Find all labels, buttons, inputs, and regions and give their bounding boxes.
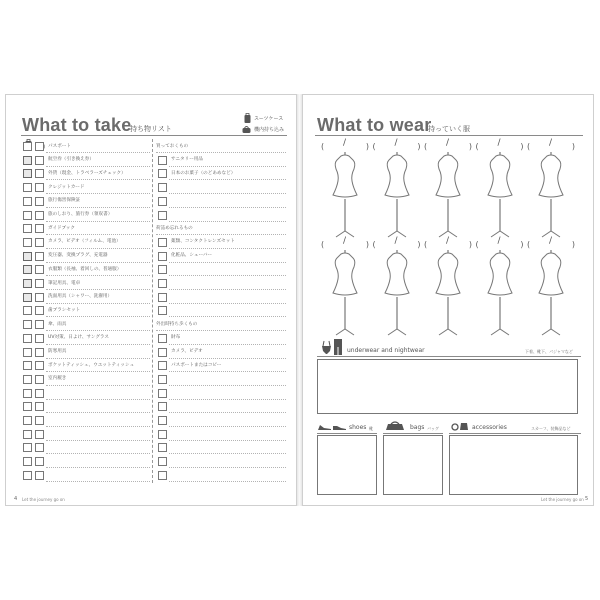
open-paren: (: [372, 142, 376, 151]
date-separator: /: [394, 138, 398, 148]
carry-on-checkbox[interactable]: [35, 389, 44, 398]
row-line: [46, 426, 150, 427]
outfit-slot[interactable]: [525, 236, 577, 340]
row-line: [169, 344, 286, 345]
row-line: [46, 262, 150, 263]
suitcase-checkbox[interactable]: [23, 169, 32, 178]
suitcase-checkbox[interactable]: [23, 402, 32, 411]
item-checkbox[interactable]: [158, 238, 167, 247]
close-paren: ): [520, 142, 524, 151]
date-separator: /: [549, 236, 553, 246]
item-checkbox[interactable]: [158, 457, 167, 466]
item-checkbox[interactable]: [158, 402, 167, 411]
accessories-icon: [451, 421, 469, 431]
row-line: [156, 234, 286, 235]
item-checkbox[interactable]: [158, 265, 167, 274]
row-line: [169, 371, 286, 372]
row-line: [169, 358, 286, 359]
date-separator: /: [446, 236, 450, 246]
row-line: [46, 481, 150, 482]
row-line: [46, 330, 150, 331]
item-checkbox[interactable]: [158, 430, 167, 439]
suitcase-checkbox[interactable]: [23, 156, 32, 165]
item-checkbox[interactable]: [158, 389, 167, 398]
item-checkbox[interactable]: [158, 375, 167, 384]
carry-on-checkbox[interactable]: [35, 265, 44, 274]
suitcase-checkbox[interactable]: [23, 293, 32, 302]
item-checkbox[interactable]: [158, 443, 167, 452]
row-line: [169, 193, 286, 194]
item-label: 防寒用具: [48, 349, 67, 354]
bag-icon: [385, 421, 405, 431]
row-line: [46, 248, 150, 249]
carry-on-checkbox[interactable]: [35, 306, 44, 315]
row-line: [169, 303, 286, 304]
outfit-slot[interactable]: [371, 138, 423, 242]
carry-on-checkbox[interactable]: [35, 238, 44, 247]
carry-on-checkbox[interactable]: [35, 156, 44, 165]
carry-on-checkbox[interactable]: [35, 169, 44, 178]
date-separator: /: [343, 236, 347, 246]
date-separator: /: [343, 138, 347, 148]
underwear-icon: [321, 338, 343, 355]
open-paren: (: [321, 142, 325, 151]
item-label: 旅行傷害保険証: [48, 198, 81, 204]
item-checkbox[interactable]: [158, 334, 167, 343]
item-checkbox[interactable]: [158, 361, 167, 370]
close-paren: ): [468, 240, 472, 249]
suitcase-checkbox[interactable]: [23, 457, 32, 466]
row-line: [46, 440, 150, 441]
item-label: 化粧品、シェーバー: [171, 253, 213, 259]
close-paren: ): [417, 142, 421, 151]
row-line: [46, 303, 150, 304]
outfit-slot[interactable]: [474, 138, 526, 242]
item-label: 薬類、コンタクトレンズセット: [171, 239, 235, 245]
footer-text: Let the journey go on: [541, 497, 584, 502]
page-title: What to wear: [317, 115, 432, 135]
open-paren: (: [475, 142, 479, 151]
carry-on-checkbox[interactable]: [35, 457, 44, 466]
page-subtitle: 持っていく服: [428, 125, 470, 133]
close-paren: ): [520, 240, 524, 249]
mannequin-icon: [433, 151, 463, 239]
legend-label: スーツケース: [254, 115, 284, 122]
suitcase-checkbox[interactable]: [23, 430, 32, 439]
row-line: [46, 399, 150, 400]
item-checkbox[interactable]: [158, 169, 167, 178]
carry-on-checkbox[interactable]: [35, 183, 44, 192]
page-number: 4: [14, 496, 18, 502]
carry-on-checkbox[interactable]: [35, 211, 44, 220]
carry-on-checkbox[interactable]: [35, 430, 44, 439]
row-line: [156, 330, 286, 331]
row-line: [46, 234, 150, 235]
legend-suitcase: [244, 113, 283, 123]
item-label: 洗面用具（シャワー、洗濯用）: [48, 294, 113, 300]
item-checkbox[interactable]: [158, 471, 167, 480]
outfit-slot[interactable]: [474, 236, 526, 340]
outfit-slot[interactable]: [371, 236, 423, 340]
carry-on-checkbox[interactable]: [35, 320, 44, 329]
carry-on-checkbox[interactable]: [35, 402, 44, 411]
open-paren: (: [372, 240, 376, 249]
mannequin-icon: [433, 249, 463, 337]
row-line: [46, 385, 150, 386]
carry-on-checkbox[interactable]: [35, 416, 44, 425]
row-line: [46, 166, 150, 167]
item-label: パスポート: [48, 143, 71, 149]
item-label: 筆記用具、電卓: [48, 280, 81, 286]
legend-carry-on: [242, 125, 284, 133]
date-separator: /: [394, 236, 398, 246]
row-line: [46, 316, 150, 317]
row-line: [46, 412, 150, 413]
accessories-title: accessories: [472, 424, 507, 431]
underwear-box[interactable]: [317, 359, 578, 414]
item-label: 傘、雨具: [48, 321, 67, 327]
carry-on-checkbox[interactable]: [35, 279, 44, 288]
row-line: [169, 316, 286, 317]
item-label: カメラ、ビデオ: [171, 349, 203, 354]
close-paren: ): [365, 142, 369, 151]
suitcase-checkbox[interactable]: [23, 238, 32, 247]
footer-text: Let the journey go on: [22, 497, 65, 502]
open-paren: (: [321, 240, 325, 249]
page-title: What to take: [22, 115, 132, 135]
row-line: [169, 481, 286, 482]
row-line: [169, 248, 286, 249]
bags-sub: バッグ: [427, 426, 439, 431]
close-paren: ): [417, 240, 421, 249]
row-line: [156, 152, 286, 153]
close-paren: ): [571, 240, 575, 249]
item-checkbox[interactable]: [158, 156, 167, 165]
date-separator: /: [497, 138, 501, 148]
section-heading: 外出時持ち歩くもの: [156, 321, 198, 327]
row-line: [169, 221, 286, 222]
row-line: [46, 193, 150, 194]
column-divider: [152, 139, 153, 483]
item-checkbox[interactable]: [158, 252, 167, 261]
suitcase-checkbox[interactable]: [23, 211, 32, 220]
row-line: [46, 371, 150, 372]
outfit-slot[interactable]: [422, 138, 474, 242]
item-label: 旅のしおり、旅行券（領収書）: [48, 212, 113, 217]
item-label: サニタリー用品: [171, 157, 203, 163]
mannequin-icon: [485, 151, 515, 239]
open-paren: (: [527, 240, 531, 249]
page-subtitle: 持ち物リスト: [130, 125, 172, 133]
item-label: 財布: [171, 335, 181, 341]
suitcase-checkbox[interactable]: [23, 443, 32, 452]
date-separator: /: [549, 138, 553, 148]
carry-on-checkbox[interactable]: [35, 361, 44, 370]
open-paren: (: [424, 240, 428, 249]
row-line: [46, 275, 150, 276]
shoes-sub: 靴: [369, 426, 373, 431]
suitcase-checkbox[interactable]: [23, 334, 32, 343]
close-paren: ): [365, 240, 369, 249]
legend-label: 機内持ち込み: [254, 126, 285, 133]
suitcase-checkbox[interactable]: [23, 224, 32, 233]
shoes-title: shoes: [349, 424, 367, 431]
item-label: 変圧器、変換プラグ、充電器: [48, 253, 108, 259]
row-line: [46, 289, 150, 290]
row-line: [46, 358, 150, 359]
row-line: [169, 426, 286, 427]
carry-on-checkbox[interactable]: [35, 224, 44, 233]
mannequin-icon: [536, 249, 566, 337]
item-label: UV対策、日よけ、サングラス: [48, 335, 109, 341]
suitcase-checkbox[interactable]: [23, 265, 32, 274]
item-label: 衣服類（長袖、着回しの、普通服）: [48, 266, 122, 272]
item-label: パスポートまたはコピー: [171, 362, 222, 368]
row-line: [46, 207, 150, 208]
row-line: [169, 289, 286, 290]
row-line: [46, 152, 150, 153]
carry-on-checkbox[interactable]: [35, 375, 44, 384]
open-paren: (: [475, 240, 479, 249]
accessories-box[interactable]: [449, 435, 578, 495]
suitcase-checkbox[interactable]: [23, 183, 32, 192]
shoes-rule: [317, 433, 377, 434]
carry-on-checkbox[interactable]: [35, 142, 44, 151]
title-rule: [315, 135, 583, 136]
underwear-note: 下着、靴下、パジャマなど: [525, 349, 573, 354]
row-line: [169, 412, 286, 413]
item-checkbox[interactable]: [158, 183, 167, 192]
row-line: [169, 440, 286, 441]
open-paren: (: [527, 142, 531, 151]
row-line: [46, 467, 150, 468]
row-line: [169, 262, 286, 263]
item-label: 歯ブラシセット: [48, 307, 81, 313]
carry-on-checkbox[interactable]: [35, 252, 44, 261]
item-label: 室内履き: [48, 376, 67, 382]
carry-on-checkbox[interactable]: [35, 471, 44, 480]
carry-on-checkbox[interactable]: [35, 443, 44, 452]
carry-on-checkbox[interactable]: [35, 197, 44, 206]
row-line: [46, 453, 150, 454]
title-rule: [21, 135, 287, 136]
mannequin-icon: [330, 249, 360, 337]
section-heading: 荷詰め忘れるもの: [156, 225, 193, 231]
carry-on-checkbox[interactable]: [35, 334, 44, 343]
row-line: [169, 166, 286, 167]
suitcase-checkbox[interactable]: [23, 375, 32, 384]
outfit-slot[interactable]: [319, 138, 371, 242]
outfit-slot[interactable]: [422, 236, 474, 340]
item-checkbox[interactable]: [158, 293, 167, 302]
item-checkbox[interactable]: [158, 348, 167, 357]
accessories-rule: [449, 433, 581, 434]
mannequin-icon: [382, 249, 412, 337]
suitcase-checkbox[interactable]: [23, 306, 32, 315]
item-label: 航空券（引き換え券）: [48, 157, 94, 163]
suitcase-checkbox[interactable]: [23, 279, 32, 288]
underwear-title: underwear and nightwear: [347, 347, 425, 354]
suitcase-checkbox[interactable]: [23, 471, 32, 480]
item-label: ポケットティッシュ、ウエットティッシュ: [48, 362, 135, 368]
mannequin-icon: [536, 151, 566, 239]
row-line: [169, 275, 286, 276]
suitcase-icon: [244, 113, 251, 123]
outfit-slot[interactable]: [525, 138, 577, 242]
suitcase-checkbox[interactable]: [23, 416, 32, 425]
accessories-note: スカーフ、装飾品など: [531, 426, 571, 431]
section-heading: 買っておくもの: [156, 143, 189, 149]
close-paren: ): [571, 142, 575, 151]
row-line: [169, 179, 286, 180]
row-line: [169, 453, 286, 454]
bags-rule: [383, 433, 443, 434]
bags-title: bags: [410, 424, 425, 431]
row-line: [46, 179, 150, 180]
item-checkbox[interactable]: [158, 416, 167, 425]
carry-on-checkbox[interactable]: [35, 348, 44, 357]
shoes-icon: [317, 423, 347, 431]
date-separator: /: [497, 236, 501, 246]
row-line: [46, 344, 150, 345]
item-checkbox[interactable]: [158, 306, 167, 315]
open-paren: (: [424, 142, 428, 151]
row-line: [169, 467, 286, 468]
item-checkbox[interactable]: [158, 197, 167, 206]
what-to-take-page: [5, 94, 297, 506]
suitcase-checkbox[interactable]: [23, 389, 32, 398]
item-label: 日本のお菓子（のどあめなど）: [171, 170, 236, 176]
mannequin-icon: [330, 151, 360, 239]
row-line: [169, 399, 286, 400]
mannequin-icon: [485, 249, 515, 337]
item-label: 外貨（現金、トラベラーズチェック）: [48, 170, 126, 176]
shoes-box[interactable]: [317, 435, 377, 495]
close-paren: ): [468, 142, 472, 151]
date-separator: /: [446, 138, 450, 148]
suitcase-checkbox[interactable]: [23, 142, 32, 151]
suitcase-checkbox[interactable]: [23, 197, 32, 206]
carry-on-bag-icon: [242, 125, 251, 133]
row-line: [46, 221, 150, 222]
suitcase-checkbox[interactable]: [23, 361, 32, 370]
underwear-rule: [317, 356, 581, 357]
suitcase-checkbox[interactable]: [23, 252, 32, 261]
item-checkbox[interactable]: [158, 211, 167, 220]
item-label: ガイドブック: [48, 225, 75, 231]
what-to-wear-page: [302, 94, 594, 506]
bags-box[interactable]: [383, 435, 443, 495]
row-line: [169, 207, 286, 208]
mannequin-icon: [382, 151, 412, 239]
item-label: カメラ、ビデオ（フィルム、電池）: [48, 239, 121, 245]
page-number: 5: [585, 496, 589, 502]
outfit-slot[interactable]: [319, 236, 371, 340]
carry-on-checkbox[interactable]: [35, 293, 44, 302]
suitcase-checkbox[interactable]: [23, 320, 32, 329]
row-line: [169, 385, 286, 386]
item-checkbox[interactable]: [158, 279, 167, 288]
item-label: クレジットカード: [48, 184, 85, 190]
suitcase-checkbox[interactable]: [23, 348, 32, 357]
